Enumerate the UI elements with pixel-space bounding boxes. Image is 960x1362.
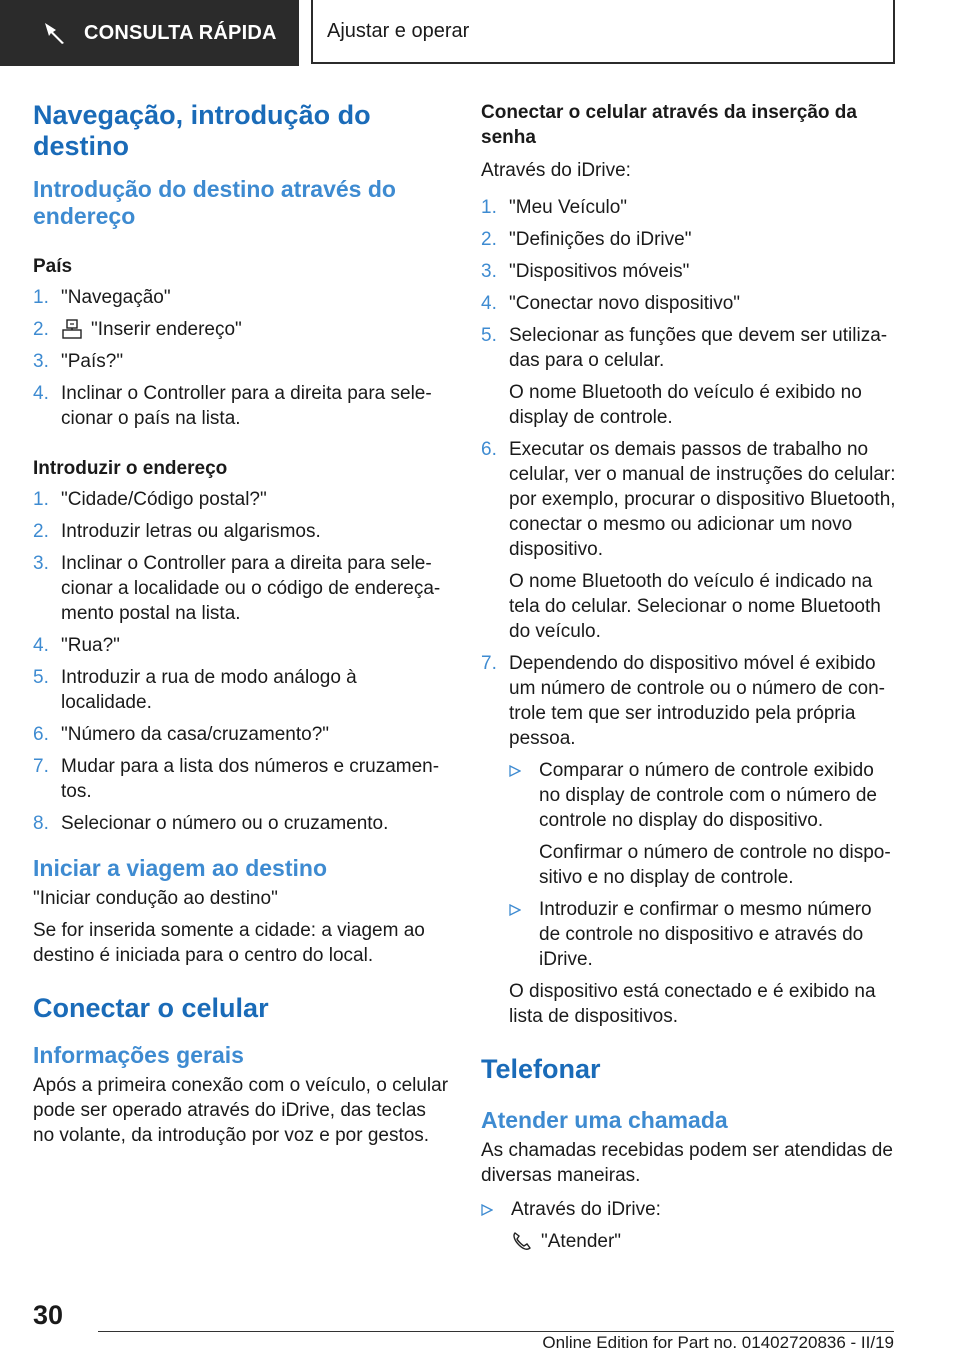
page-number: 30: [33, 1300, 64, 1330]
quick-reference-icon: [42, 20, 68, 46]
tab-section[interactable]: [311, 0, 895, 64]
list-item: Introduzir e confirmar o mesmo número de controle no dispositivo e através do iDrive.: [509, 897, 897, 972]
tab-section-label: Ajustar e operar: [327, 19, 470, 42]
list-item: 2. Introduzir letras ou algarismos.: [33, 521, 321, 542]
heading-answer-call: Atender uma chamada: [481, 1107, 728, 1133]
triangle-bullet-icon: [481, 1204, 493, 1216]
step-note: O nome Bluetooth do veículo é indicado na tela do celular. Selecionar o nome Bluetooth do veículo.: [509, 571, 881, 642]
phone-icon: [511, 1230, 533, 1252]
heading-connect-passkey: Conectar o celular através da inserção da senha: [481, 102, 857, 148]
tab-quick-reference[interactable]: [0, 0, 299, 66]
list-item: 5. Introduzir a rua de modo análogo à localidade.: [33, 667, 357, 713]
heading-connect-phone: Conectar o celular: [33, 993, 269, 1023]
list-item: 4. Inclinar o Controller para a direita para selecionar o país na lista.: [33, 383, 432, 429]
list-item: 1. "Meu Veículo": [481, 197, 628, 218]
list-item: 6. Executar os demais passos de trabalho no celular, ver o manual de instruções do celular: por exemplo, procurar o dispositivo Bluetooth, conectar o mesmo ou adicionar um novo dispositivo. O nome Bluetooth do veículo é indicado na tela do celular. Selecionar o nome Bluetooth do veículo.: [481, 439, 896, 642]
idrive-intro: Através do iDrive:: [481, 160, 631, 181]
step-note: O nome Bluetooth do veículo é exibido no display de controle.: [509, 382, 862, 428]
list-item: 3. "País?": [33, 351, 124, 372]
address-input-icon: [61, 318, 83, 340]
answer-call-text: As chamadas recebidas podem ser atendidas de diversas maneiras.: [481, 1140, 893, 1186]
list-item: 6. "Número da casa/cruzamento?": [33, 724, 330, 745]
list-item: 5. Selecionar as funções que devem ser utilizadas para o celular. O nome Bluetooth do veículo é exibido no display de controle.: [481, 323, 897, 430]
step-note: O dispositivo está conectado e é exibido na lista de dispositivos.: [509, 981, 876, 1027]
list-item: 3. "Dispositivos móveis": [481, 261, 690, 282]
answer-options: [481, 1197, 897, 1254]
connect-steps: [481, 195, 897, 1029]
footer-edition: Online Edition for Part no. 01402720836 - II/19: [542, 1333, 894, 1352]
list-item: 1. "Cidade/Código postal?": [33, 489, 267, 510]
footer-divider: [98, 1331, 894, 1332]
list-item: 4. "Conectar novo dispositivo": [481, 293, 741, 314]
heading-start-guidance: Iniciar a viagem ao destino: [33, 855, 327, 881]
heading-telephone: Telefonar: [481, 1054, 601, 1084]
list-item: 7. Mudar para a lista dos números e cruzamentos.: [33, 756, 440, 802]
list-item: 4. "Rua?": [33, 635, 120, 656]
address-steps: [33, 487, 451, 836]
header-bar: [0, 0, 960, 66]
heading-general-info: Informações gerais: [33, 1042, 244, 1068]
right-column: [481, 100, 897, 1261]
bullet-note: Confirmar o número de controle no dispositivo e no display de controle.: [539, 842, 891, 888]
list-item: Através do iDrive: "Atender": [481, 1197, 897, 1254]
list-item: 2. "Inserir endereço": [33, 319, 242, 340]
triangle-bullet-icon: [509, 765, 521, 777]
heading-address-entry: Introdução do destino através do endereço: [33, 176, 396, 229]
start-guidance-action: "Iniciar condução ao destino": [33, 888, 278, 909]
heading-enter-address: Introduzir o endereço: [33, 458, 228, 479]
list-item: 1. "Navegação": [33, 287, 171, 308]
list-item: 8. Selecionar o número ou o cruzamento.: [33, 813, 389, 834]
list-item: 7. Dependendo do dispositivo móvel é exibido um número de controle ou o número de controle tem que ser introduzido pela própria pessoa. Comparar o número de controle exibido no display de controle com o número de controle no display do dispositivo. Confirmar o número de controle no dispositivo e no display de controle. Introduzir e confirmar o mesmo número de controle no dispositivo e através do iDrive. O dispositivo está conectado e é exibido na lista de dispositivos.: [481, 651, 897, 1029]
list-item: Comparar o número de controle exibido no display de controle com o número de controle no display do dispositivo. Confirmar o número de controle no dispositivo e no display de controle.: [509, 758, 897, 890]
heading-country: País: [33, 256, 73, 277]
start-guidance-note: Se for inserida somente a cidade: a viagem ao destino é iniciada para o centro do local.: [33, 920, 425, 966]
country-steps: [33, 285, 451, 431]
tab-quick-label: CONSULTA RÁPIDA: [84, 21, 277, 44]
triangle-bullet-icon: [509, 904, 521, 916]
heading-navigation: Navegação, introdução do destino: [33, 100, 371, 161]
left-column: [33, 100, 451, 1155]
answer-action: "Atender": [511, 1229, 897, 1254]
list-item: 3. Inclinar o Controller para a direita para selecionar a localidade ou o código de endereçamento postal na lista.: [33, 553, 441, 624]
list-item: 2. "Definições do iDrive": [481, 229, 692, 250]
general-info-text: Após a primeira conexão com o veículo, o celular pode ser operado através do iDrive, das teclas no volante, da introdução por voz e por gestos.: [33, 1075, 449, 1146]
step7-options: [509, 758, 897, 972]
